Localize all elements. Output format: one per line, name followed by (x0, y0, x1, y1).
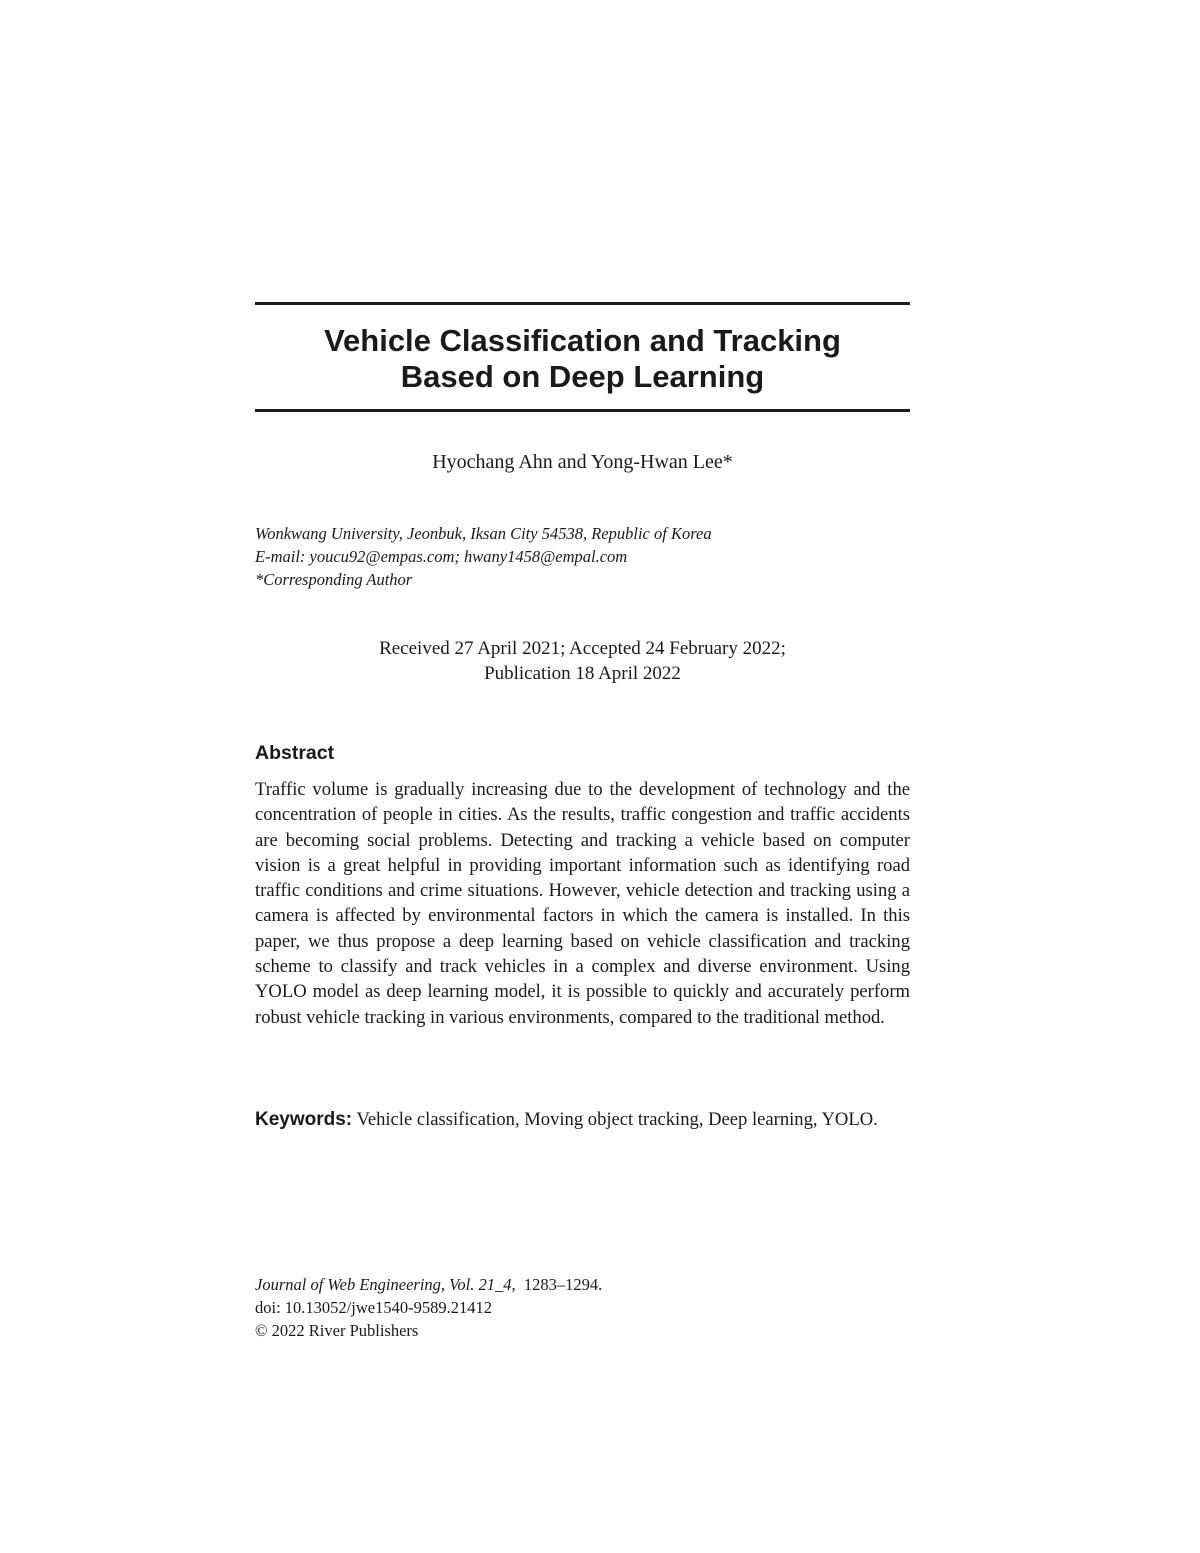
affiliation-email: E-mail: youcu92@empas.com; hwany1458@empal.com (255, 547, 628, 566)
keywords-block (255, 1107, 910, 1132)
affiliation-institution: Wonkwang University, Jeonbuk, Iksan City 54538, Republic of Korea (255, 524, 712, 543)
publication-dates (255, 636, 910, 686)
journal-name: Journal of Web Engineering, Vol. 21_4, (255, 1275, 516, 1294)
copyright: © 2022 River Publishers (255, 1321, 419, 1340)
keywords-text: Vehicle classification, Moving object tracking, Deep learning, YOLO. (356, 1109, 878, 1130)
dates-line-1: Received 27 April 2021; Accepted 24 February 2022; (379, 638, 786, 659)
author-list: Hyochang Ahn and Yong-Hwan Lee* (432, 451, 733, 473)
affiliation-block (255, 522, 910, 591)
bottom-rule (255, 409, 910, 412)
citation-footer (255, 1273, 910, 1342)
abstract-heading: Abstract (255, 742, 335, 764)
paper-title (255, 323, 910, 395)
doi: doi: 10.13052/jwe1540-9589.21412 (255, 1298, 492, 1317)
dates-line-2: Publication 18 April 2022 (484, 663, 681, 684)
page-range: 1283–1294. (523, 1275, 603, 1294)
journal-citation (255, 1273, 910, 1296)
top-rule (255, 302, 910, 305)
corresponding-author-note: *Corresponding Author (255, 570, 413, 589)
title-line-2: Based on Deep Learning (400, 359, 765, 394)
abstract-text: Traffic volume is gradually increasing due to the development of technology and the concentration of people in cities. As the results, traffic congestion and traffic accidents are becoming social problems. Detecting and tracking a vehicle based on computer vision is a great helpful in providing important information such as identifying road traffic conditions and crime situations. However, vehicle detection and tracking using a camera is affected by environmental factors in which the camera is installed. In this paper, we thus propose a deep learning based on vehicle classification and tracking scheme to classify and track vehicles in a complex and diverse environment. Using YOLO model as deep learning model, it is possible to quickly and accurately perform robust vehicle tracking in various environments, compared to the traditional method. (255, 779, 910, 1028)
keywords-label: Keywords: (255, 1109, 353, 1130)
title-line-1: Vehicle Classification and Tracking (324, 323, 841, 358)
